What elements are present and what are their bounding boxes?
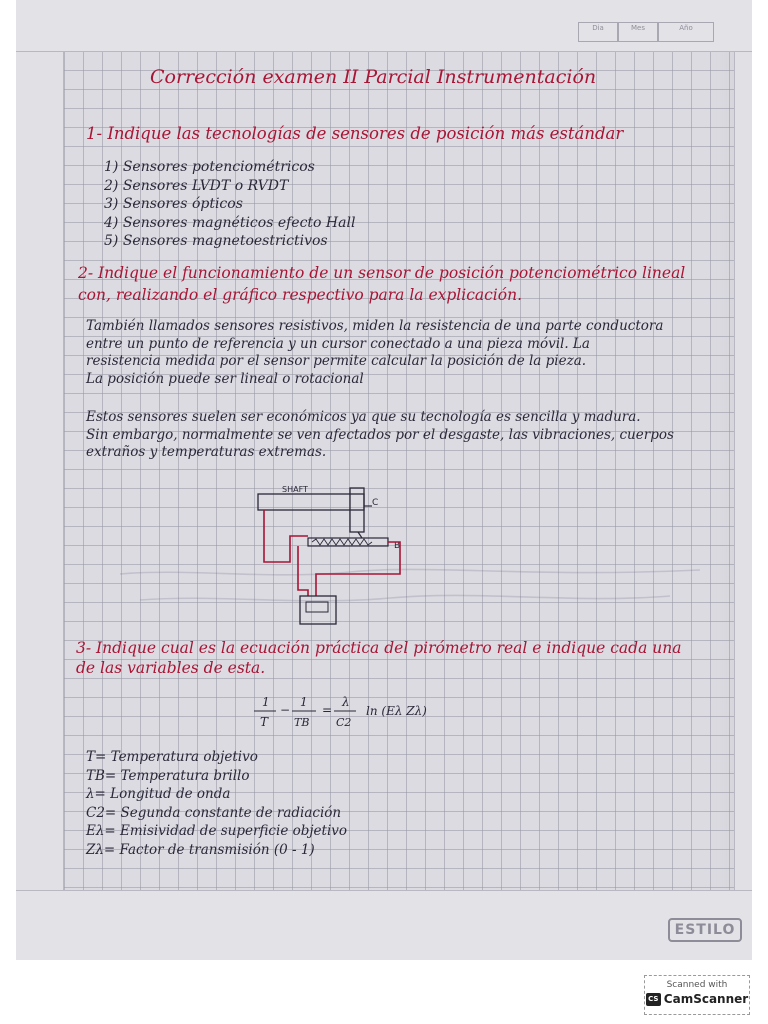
wiper-arm	[358, 532, 362, 538]
eq-right-numerator: λ	[342, 695, 350, 709]
watermark-brand: CamScanner	[663, 992, 749, 1006]
camscanner-watermark	[644, 975, 750, 1015]
eq-log-term: ln (Eλ Zλ)	[366, 704, 427, 718]
eq-equals-sign: =	[322, 703, 333, 717]
question-3	[76, 638, 681, 678]
page-left-margin	[16, 52, 64, 890]
question-2	[78, 262, 685, 306]
camscanner-logo-icon: CS	[646, 993, 661, 1006]
eq-left-numerator: 1	[262, 695, 270, 709]
red-wire-3	[298, 546, 308, 596]
terminal-c-label: C	[372, 498, 379, 508]
question-2-line: 2- Indique el funcionamiento de un sensor de posición potenciométrico lineal	[78, 264, 686, 282]
eq-minus-sign: −	[280, 703, 291, 717]
red-wire-2	[316, 542, 400, 596]
notebook-brand-logo: ESTILO	[668, 918, 742, 942]
meter-display	[306, 602, 328, 612]
paragraph-line: Estos sensores suelen ser económicos ya que su tecnología es sencilla y madura.	[86, 409, 641, 425]
eq-right-denominator: C2	[336, 716, 352, 729]
page-title: Corrección examen II Parcial Instrumentación	[150, 66, 597, 88]
list-item: 2) Sensores LVDT o RVDT	[104, 177, 289, 194]
list-item: 5) Sensores magnetoestrictivos	[104, 233, 328, 249]
eq-left-denominator: T	[260, 715, 269, 729]
list-item: Zλ= Factor de transmisión (0 - 1)	[86, 841, 315, 858]
eq-mid-denominator: TB	[294, 716, 310, 729]
list-item: 3) Sensores ópticos	[104, 196, 243, 212]
watermark-caption: Scanned with	[666, 980, 728, 990]
list-item: 1) Sensores potenciométricos	[104, 159, 315, 175]
terminal-b-label: B	[394, 541, 401, 551]
paragraph-line: resistencia medida por el sensor permite calcular la posición de la pieza.	[86, 353, 587, 369]
variable-definitions	[86, 748, 347, 859]
meter-body	[300, 596, 336, 624]
sensor-list	[104, 158, 355, 251]
list-item: C2= Segunda constante de radiación	[86, 804, 342, 821]
question-1: 1- Indique las tecnologías de sensores de posición más estándar	[86, 124, 624, 143]
list-item: λ= Longitud de onda	[86, 786, 231, 802]
list-item: T= Temperatura objetivo	[86, 749, 258, 765]
shaft-bar	[258, 494, 364, 510]
answer-2-paragraph-2	[86, 409, 674, 462]
resistor-zigzag	[312, 539, 372, 545]
eq-mid-numerator: 1	[300, 695, 308, 709]
paragraph-line: entre un punto de referencia y un cursor conectado a una pieza móvil. La	[86, 335, 590, 352]
question-3-line: 3- Indique cual es la ecuación práctica del pirómetro real e indique cada una	[76, 639, 682, 657]
pyrometer-equation	[250, 690, 480, 738]
date-day-box: Dia	[578, 22, 618, 42]
paragraph-line: La posición puede ser lineal o rotacional	[86, 370, 364, 387]
list-item: Eλ= Emisividad de superficie objetivo	[86, 823, 348, 839]
paragraph-line: extraños y temperaturas extremas.	[86, 444, 327, 460]
date-year-box: Año	[658, 22, 714, 42]
answer-2-paragraph-1	[86, 318, 663, 388]
shaft-label: SHAFT	[282, 485, 308, 494]
date-month-box: Mes	[618, 22, 658, 42]
question-3-line: de las variables de esta.	[76, 659, 266, 677]
paragraph-line: También llamados sensores resistivos, miden la resistencia de una parte conductora	[86, 318, 664, 334]
page-right-margin	[734, 52, 752, 890]
list-item: TB= Temperatura brillo	[86, 767, 250, 784]
red-wire-1	[264, 510, 308, 562]
list-item: 4) Sensores magnéticos efecto Hall	[104, 214, 356, 231]
question-2-line: con, realizando el gráfico respectivo para la explicación.	[78, 286, 522, 304]
page-footer-band	[16, 890, 752, 960]
potentiometer-diagram	[250, 478, 420, 630]
paragraph-line: Sin embargo, normalmente se ven afectados por el desgaste, las vibraciones, cuerpos	[86, 426, 674, 443]
watermark-brand-row	[645, 992, 749, 1006]
